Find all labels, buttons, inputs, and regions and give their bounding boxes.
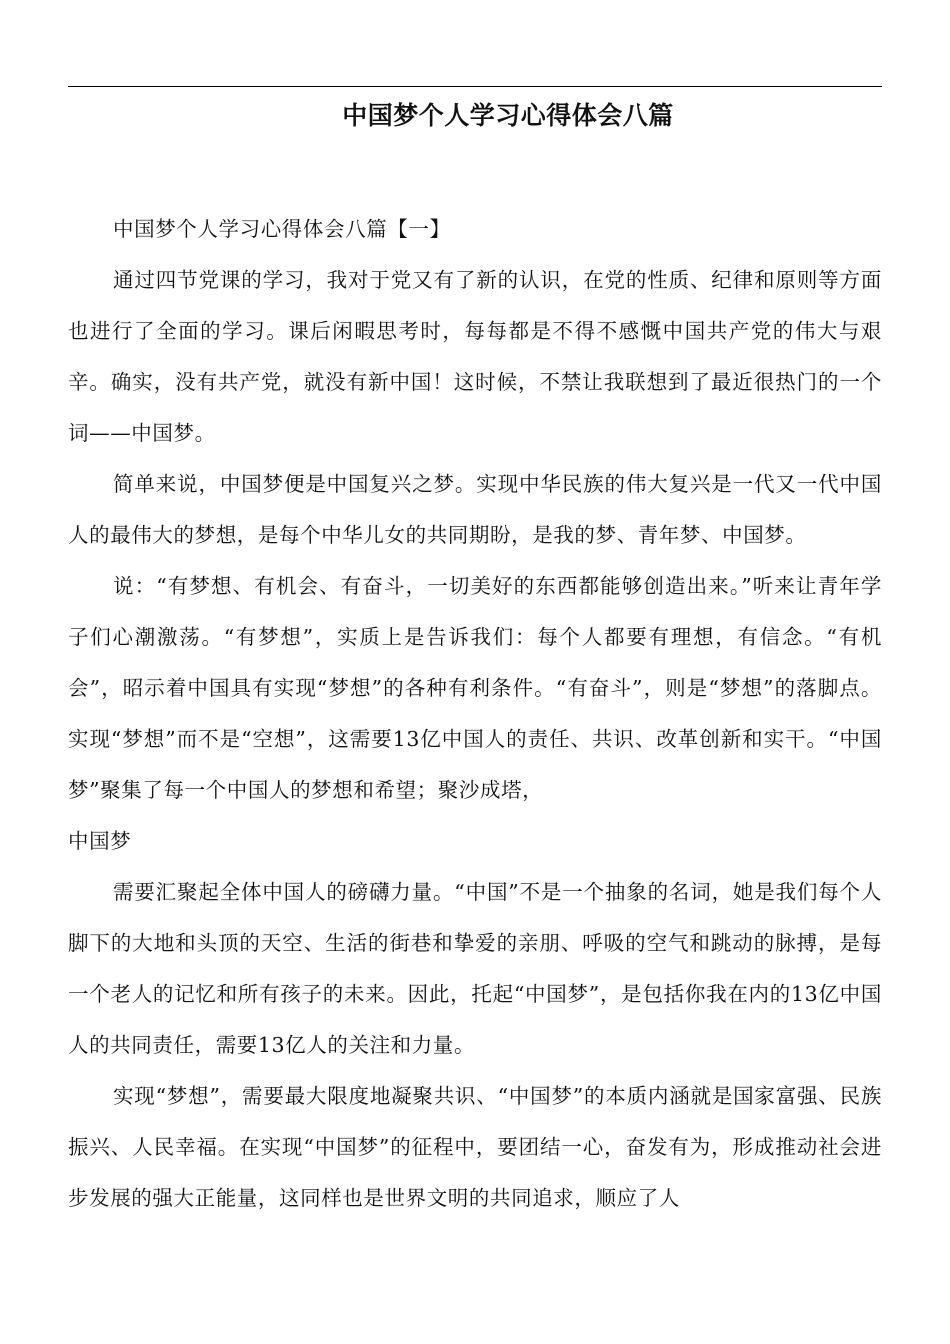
body-paragraph: 通过四节党课的学习，我对于党又有了新的认识，在党的性质、纪律和原则等方面也进行了全面的学习。课后闲暇思考时，每每都是不得不感慨中国共产党的伟大与艰辛。确实，没有共产党，就没有新中国！这时候，不禁让我联想到了最近很热门的一个词——中国梦。 [68, 268, 882, 445]
body-paragraph: 需要汇聚起全体中国人的磅礴力量。“中国”不是一个抽象的名词，她是我们每个人脚下的大地和头顶的天空、生活的街巷和挚爱的亲朋、呼吸的空气和跳动的脉搏，是每一个老人的记忆和所有孩子的未来。因此，托起“中国梦”，是包括你我在内的13亿中国人的共同责任，需要13亿人的关注和力量。 [68, 880, 882, 1057]
document-body [68, 204, 882, 1224]
body-paragraph: 中国梦 [68, 829, 132, 853]
document-title: 中国梦个人学习心得体会八篇 [342, 101, 674, 130]
body-paragraph: 实现“梦想”，需要最大限度地凝聚共识、“中国梦”的本质内涵就是国家富强、民族振兴、人民幸福。在实现“中国梦”的征程中，要团结一心，奋发有为，形成推动社会进步发展的强大正能量，这同样也是世界文明的共同追求，顺应了人 [68, 1084, 882, 1210]
body-paragraph: 说：“有梦想、有机会、有奋斗，一切美好的东西都能够创造出来。”听来让青年学子们心潮激荡。“有梦想”，实质上是告诉我们：每个人都要有理想，有信念。“有机会”，昭示着中国具有实现“梦想”的各种有利条件。“有奋斗”，则是“梦想”的落脚点。实现“梦想”而不是“空想”，这需要13亿中国人的责任、共识、改革创新和实干。“中国梦”聚集了每一个中国人的梦想和希望；聚沙成塔， [68, 574, 882, 802]
header-rule [68, 86, 882, 87]
section-heading: 中国梦个人学习心得体会八篇【一】 [113, 217, 451, 241]
body-paragraph: 简单来说，中国梦便是中国复兴之梦。实现中华民族的伟大复兴是一代又一代中国人的最伟大的梦想，是每个中华儿女的共同期盼，是我的梦、青年梦、中国梦。 [68, 472, 882, 547]
